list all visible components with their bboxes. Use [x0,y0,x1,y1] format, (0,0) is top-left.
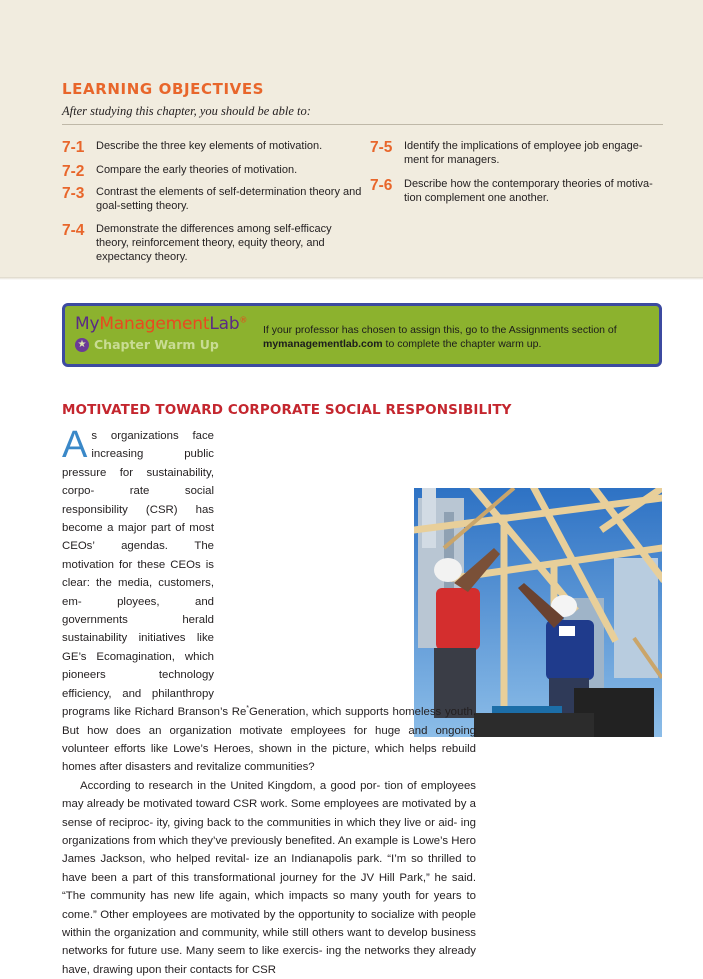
paragraph-2: According to research in the United Kingdom, a good por- tion of employees may already be motivated toward CSR work. Some employees are motivated by a sense of reciproc- ity, giving back to the communities in which they live or aid- ing organizations from which they’ve previously benefited. An example is Lowe’s Hero James Jackson, who helped revital- ize an Indianapolis park. “I’m so thrilled to have been a part of this transformational journey for the JV Hill Park,” he said. “The community has new life again, which impacts so many youth for years to come.” Other employees are motivated by the opportunity to socialize with people within the organization and community, while still others want to develop business networks for future use. Many seem to like exercis- ing the networks they already have, drawing upon their contacts for CSR [62,779,476,976]
objective-number: 7-2 [62,163,85,180]
objective-text: Contrast the elements of self-determination theory and goal-setting theory. [96,186,362,212]
objective-text: Identify the implications of employee job engage- ment for managers. [404,140,643,166]
objective-text: Describe the three key elements of motivation. [96,140,323,152]
objective-item [62,163,352,179]
mymanagementlab-banner [62,303,662,367]
learning-objectives-subtitle: After studying this chapter, you should be able to: [62,104,311,118]
objective-item [62,185,362,213]
objective-number: 7-4 [62,222,85,239]
article-body [62,424,476,979]
mymanagementlab-logo: MyManagementLab® [75,314,248,334]
objective-text: Compare the early theories of motivation. [96,164,298,176]
paragraph-1: A s organizations face increasing public pressure for sustainability, corpo- rate social responsibility (CSR) has become a major part of most CEOs’ agendas. The motivation for these CEOs is clear: the media, customers, em- ployees, and governments herald sustainability initiatives like GE’s Ecomagination, which pioneers technology efficiency, and philanthropy programs like Richard Branson’s Re*Generation, which supports homeless youth. But how does an organization motivate employees for huge and ongoing volunteer efforts like Lowe’s Heroes, shown in the picture, which helps rebuild homes after disasters and revitalize communities? [62,424,476,774]
drop-cap: A [62,424,88,466]
learning-objectives-title: LEARNING OBJECTIVES [62,80,265,98]
warm-up-instructions: If your professor has chosen to assign this, go to the Assignments section of mymanagementlab.com to complete the chapter warm up. [263,324,617,350]
objective-item [62,222,352,264]
objective-number: 7-1 [62,139,85,156]
objective-text: Demonstrate the differences among self-efficacy theory, reinforcement theory, equity theory, and expectancy theory. [96,223,332,263]
star-icon: ★ [75,338,89,352]
objective-number: 7-5 [370,139,393,156]
section-title: MOTIVATED TOWARD CORPORATE SOCIAL RESPONSIBILITY [62,402,512,418]
objective-item [62,139,352,155]
objective-item [370,139,660,167]
objective-number: 7-6 [370,177,393,194]
objective-text: Describe how the contemporary theories of motiva- tion complement one another. [404,178,653,204]
objective-item [370,177,660,205]
mymanagementlab-link[interactable]: mymanagementlab.com [263,338,383,350]
chapter-warm-up: ★ Chapter Warm Up [75,337,219,352]
objective-number: 7-3 [62,185,85,202]
photo-wrap-space [224,433,476,684]
band-shadow [0,277,703,280]
divider [62,124,663,125]
